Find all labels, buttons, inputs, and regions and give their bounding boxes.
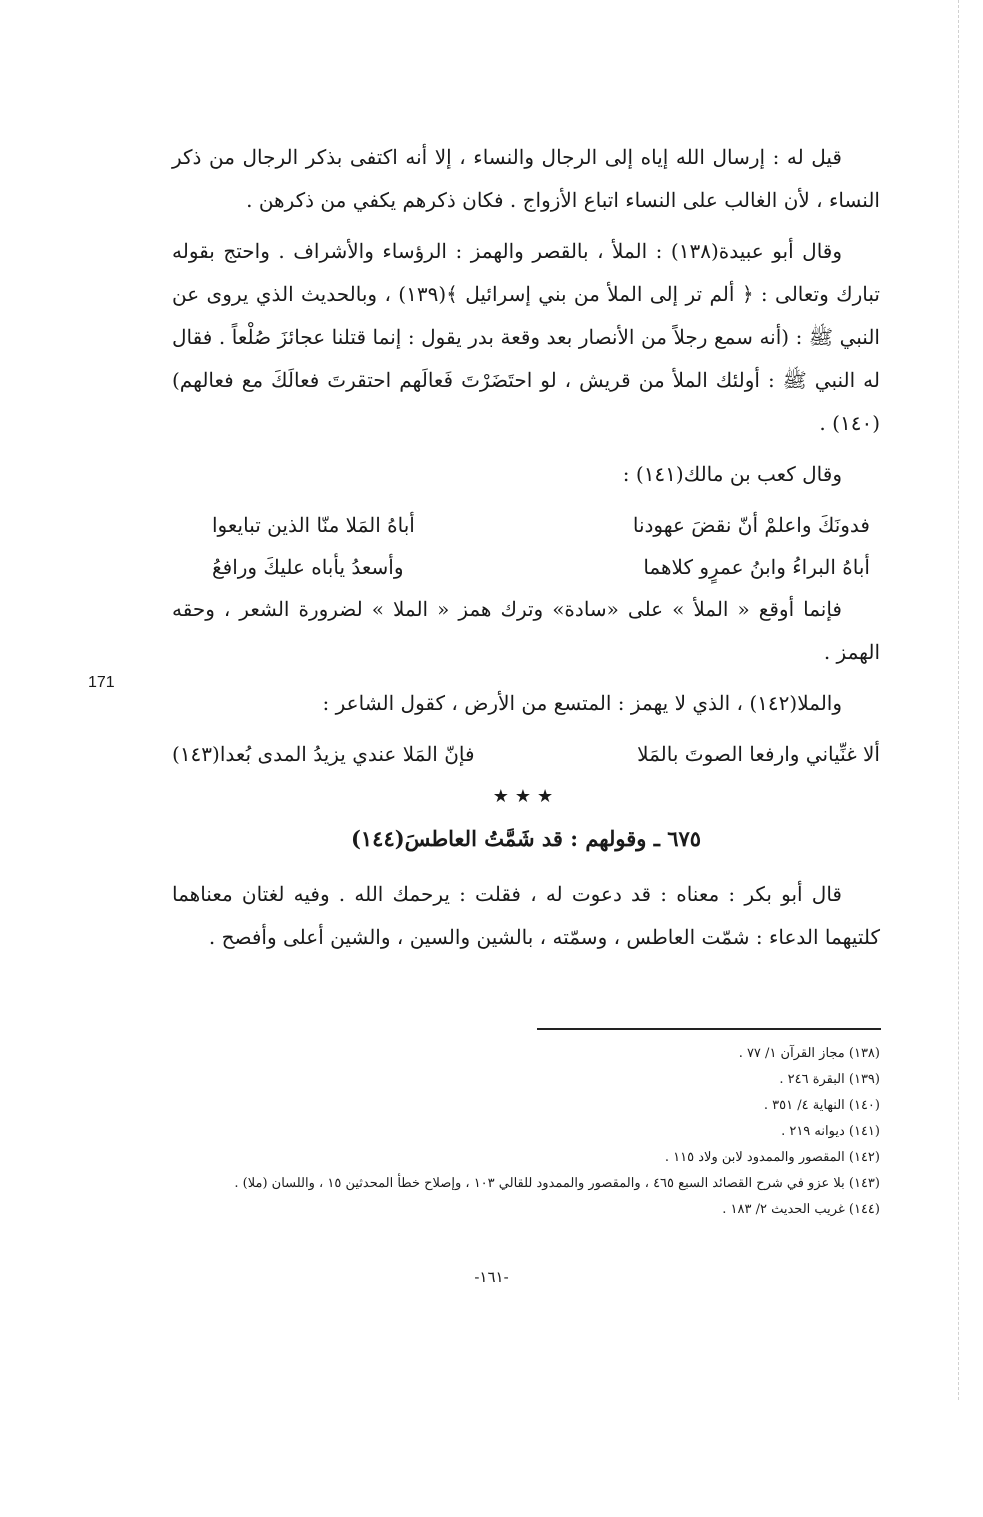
- footnotes: [170, 1041, 880, 1223]
- footnote: (١٤٠) النهاية ٤/ ٣٥١ .: [763, 1098, 880, 1113]
- paragraph-3: وقال كعب بن مالك(١٤١) :: [622, 462, 842, 486]
- margin-page-number: 171: [88, 674, 115, 691]
- footnote: (١٤٤) غريب الحديث ٢/ ١٨٣ .: [722, 1202, 880, 1217]
- paragraph-4: فإنما أوقع « الملأ » على «سادة» وترك همز « الملا » لضرورة الشعر ، وحقه الهمز .: [172, 597, 880, 664]
- paragraph-1: قيل له : إرسال الله إياه إلى الرجال والنساء ، إلا أنه اكتفى بذكر الرجال من ذكر النساء ، لأن الغالب على النساء اتباع الأزواج . فكان ذكرهم يكفي من ذكرهن .: [172, 145, 880, 212]
- paragraph-2: وقال أبو عبيدة(١٣٨) : الملأ ، بالقصر والهمز : الرؤساء والأشراف . واحتج بقوله تبارك وتعالى : ﴿ ألم تر إلى الملأ من بني إسرائيل ﴾(١٣٩) ، وبالحديث الذي يروى عن النبي ﷺ : (أنه سمع رجلاً من الأنصار بعد وقعة بدر يقول : إنما قتلنا عجائزَ صُلْعاً . فقال له النبي ﷺ : أولئك الملأ من قريش ، لو احتَضَرْتَ فَعالَهم احتقرتَ فعالَكَ مع فعالهم)(١٤٠) .: [172, 239, 880, 435]
- footnote: (١٤١) ديوانه ٢١٩ .: [781, 1124, 880, 1139]
- verse-1-line-2: [172, 546, 880, 588]
- footnote: (١٤٣) بلا عزو في شرح القصائد السبع ٤٦٥ ، والمقصور والممدود للقالي ١٠٣ ، وإصلاح خطأ المحدثين ١٥ ، واللسان (ملا) .: [234, 1176, 880, 1191]
- verse-hemistich: ألا غنِّياني وارفعا الصوتَ بالمَلا: [637, 742, 880, 766]
- verse-hemistich: أباهُ البراءُ وابنُ عمرٍو كلاهما: [643, 555, 870, 579]
- verse-hemistich: أباهُ المَلا منّا الذين تبايعوا: [212, 513, 415, 537]
- page-edge-line: [958, 0, 959, 1400]
- main-text: [172, 136, 880, 967]
- footnote: (١٤٢) المقصور والممدود لابن ولاد ١١٥ .: [664, 1150, 880, 1165]
- footnote: (١٣٨) مجاز القرآن ١/ ٧٧ .: [738, 1046, 880, 1061]
- paragraph-6: قال أبو بكر : معناه : قد دعوت له ، فقلت : يرحمك الله . وفيه لغتان معناهما كلتيهما الدعاء : شمّت العاطس ، وسمّته ، بالشين والسين ، والشين أعلى وأفصح .: [172, 882, 880, 949]
- verse-1-line-1: [172, 504, 880, 546]
- entry-heading: ٦٧٥ ـ وقولهم : قد شَمَّتُ العاطسَ(١٤٤): [350, 826, 702, 851]
- footnote-separator: [537, 1028, 881, 1030]
- section-divider-stars: ★★★: [492, 786, 560, 807]
- verse-hemistich: فدونَكَ واعلمْ أنّ نقضَ عهودنا: [632, 513, 870, 537]
- footnote: (١٣٩) البقرة ٢٤٦ .: [779, 1072, 880, 1087]
- page-number: -١٦١-: [474, 1268, 509, 1286]
- verse-hemistich: وأسعدُ يأباه عليكَ ورافعُ: [212, 555, 404, 579]
- verse-2-line-1: [172, 733, 880, 775]
- verse-hemistich: فإنّ المَلا عندي يزيدُ المدى بُعدا(١٤٣): [172, 742, 475, 766]
- paragraph-5: والملا(١٤٢) ، الذي لا يهمز : المتسع من الأرض ، كقول الشاعر :: [322, 691, 842, 715]
